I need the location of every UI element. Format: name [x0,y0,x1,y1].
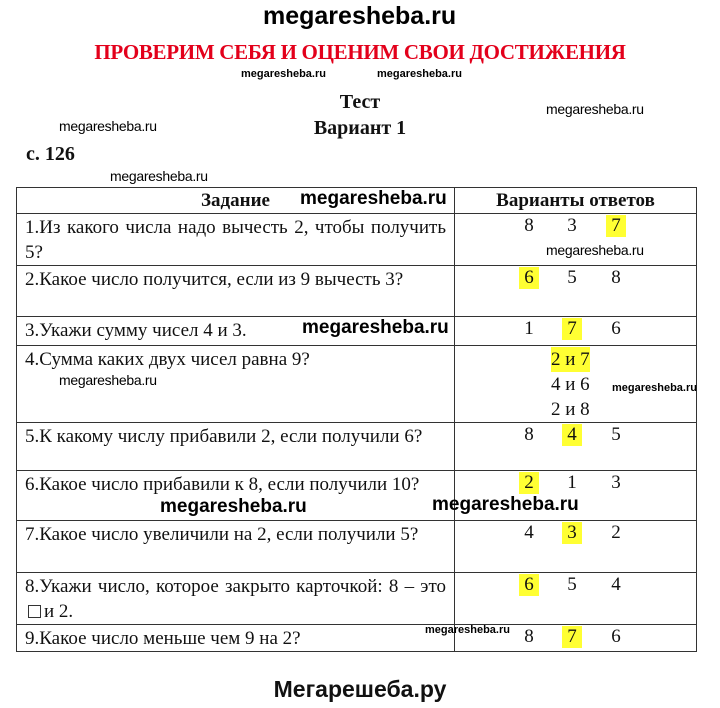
option: 8 [524,215,534,236]
question: 1.Из какого числа надо вычесть 2, чтобы получить 5? [17,214,455,266]
option-correct: 2 и 7 [551,349,590,370]
question-text: 8.Укажи число, которое закрыто карточкой: 8 – это [25,576,446,597]
option: 8 [524,626,534,647]
option: 4 и 6 [551,374,590,395]
table-row [17,521,697,573]
question: 6.Какое число прибавили к 8, если получили 10? [17,471,455,521]
watermark: megaresheba.ru [546,242,644,258]
question: 9.Какое число меньше чем 9 на 2? [17,625,455,652]
watermark: megaresheba.ru [300,188,447,209]
option: 2 и 8 [551,399,590,420]
watermark: megaresheba.ru [432,494,579,515]
option: 3 [611,472,621,493]
option: 2 [611,522,621,543]
table-row [17,573,697,625]
question-text: и 2. [44,601,74,622]
option: 5 [567,267,577,288]
option: 5 [611,424,621,445]
option: 4 [524,522,534,543]
watermark: megaresheba.ru [263,2,457,30]
option: 8 [611,267,621,288]
watermark: megaresheba.ru [59,372,157,388]
question: 5.К какому числу прибавили 2, если получили 6? [17,423,455,471]
option: 5 [567,574,577,595]
watermark: megaresheba.ru [425,624,510,636]
table-row [17,625,697,652]
table-row [17,471,697,521]
watermark: megaresheba.ru [110,168,208,184]
test-heading: Тест [339,91,381,113]
table-row [17,266,697,317]
variant-heading: Вариант 1 [313,117,407,139]
watermark: megaresheba.ru [160,496,307,517]
option: 6 [611,318,621,339]
watermark: megaresheba.ru [241,68,326,80]
option-correct: 4 [562,424,582,446]
option: 1 [524,318,534,339]
option: 1 [567,472,577,493]
option-correct: 6 [519,574,539,596]
header-task: Задание [17,188,455,214]
option-correct: 2 [519,472,539,494]
question: 3.Укажи сумму чисел 4 и 3. [17,317,455,346]
card-box-icon [28,605,41,618]
option-correct: 3 [562,522,582,544]
question [17,573,455,625]
page-reference: с. 126 [26,143,75,165]
watermark: megaresheba.ru [546,101,644,117]
watermark: megaresheba.ru [302,317,449,338]
watermark: megaresheba.ru [59,118,157,134]
table-row [17,423,697,471]
option: 4 [611,574,621,595]
question: 4.Сумма каких двух чисел равна 9? [17,346,455,423]
question: 2.Какое число получится, если из 9 вычесть 3? [17,266,455,317]
option: 8 [524,424,534,445]
option-correct: 7 [562,626,582,648]
option-correct: 7 [606,215,626,237]
option: 6 [611,626,621,647]
watermark: megaresheba.ru [612,382,697,394]
option-correct: 7 [562,318,582,340]
header-answers: Варианты ответов [455,188,697,214]
section-title: ПРОВЕРИМ СЕБЯ И ОЦЕНИМ СВОИ ДОСТИЖЕНИЯ [94,40,626,64]
option-correct: 6 [519,267,539,289]
option: 3 [567,215,577,236]
footer-watermark: Мегарешеба.ру [273,676,447,702]
watermark: megaresheba.ru [377,68,462,80]
question: 7.Какое число увеличили на 2, если получили 5? [17,521,455,573]
